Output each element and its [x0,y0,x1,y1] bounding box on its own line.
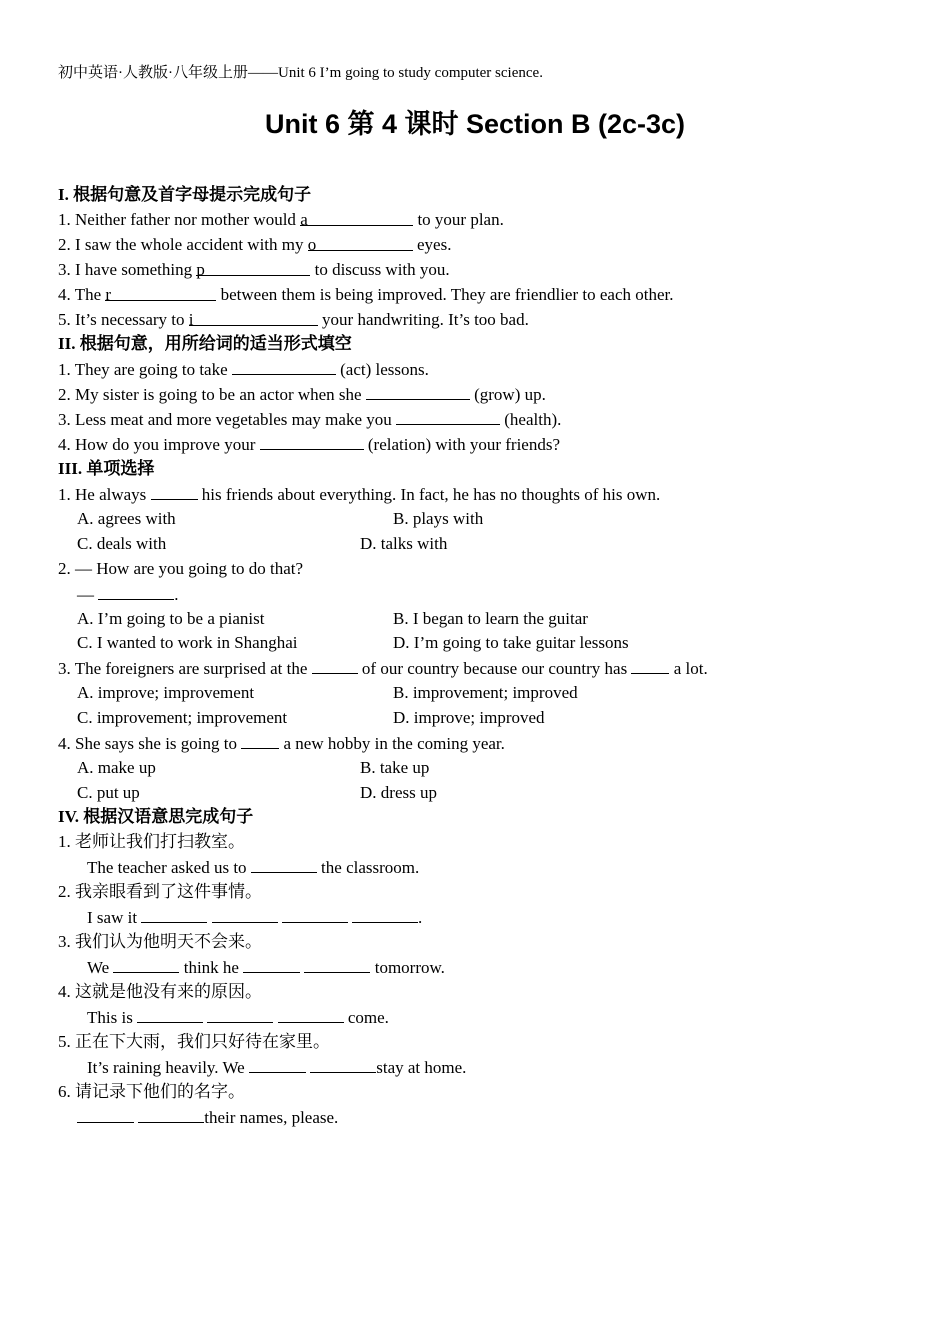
s1-question-3: 3. I have something p to discuss with you. [58,260,450,279]
s3-question-4: 4. She says she is going to a new hobby in the coming year. [58,734,505,753]
s1-question-1: 1. Neither father nor mother would a to your plan. [58,210,504,229]
s3-q1-option-a: A. agrees with [77,509,176,528]
section-1-heading: I. 根据句意及首字母提示完成句子 [58,185,312,204]
s4-q4-chinese: 4. 这就是他没有来的原因。 [58,982,262,1001]
s3-q4-option-d: D. dress up [360,783,437,802]
s3-q2-option-b: B. I began to learn the guitar [393,609,588,628]
s2-question-1: 1. They are going to take (act) lessons. [58,360,429,379]
s3-q3-option-d: D. improve; improved [393,708,545,727]
s3-q1-option-d: D. talks with [360,534,448,553]
s3-q2-option-c: C. I wanted to work in Shanghai [77,633,298,652]
s4-q1-chinese: 1. 老师让我们打扫教室。 [58,832,245,851]
s3-question-2: 2. — How are you going to do that? [58,559,304,578]
s4-q6-chinese: 6. 请记录下他们的名字。 [58,1082,245,1101]
s2-question-2: 2. My sister is going to be an actor when she (grow) up. [58,385,546,404]
s1-question-5: 5. It’s necessary to i your handwriting. It’s too bad. [58,310,529,329]
s3-q2-option-d: D. I’m going to take guitar lessons [393,633,629,652]
s1-question-2: 2. I saw the whole accident with my o eyes. [58,235,452,254]
s3-q1-option-c: C. deals with [77,534,167,553]
s4-q4-english: This is come. [87,1008,389,1027]
s3-q3-option-b: B. improvement; improved [393,683,578,702]
s1-question-4: 4. The r between them is being improved. They are friendlier to each other. [58,285,674,304]
section-2-heading: II. 根据句意，用所给词的适当形式填空 [58,334,352,353]
s4-q1-english: The teacher asked us to the classroom. [87,858,420,877]
s3-q4-option-a: A. make up [77,758,156,777]
s3-q3-option-c: C. improvement; improvement [77,708,288,727]
s3-q1-option-b: B. plays with [393,509,484,528]
s4-q5-chinese: 5. 正在下大雨，我们只好待在家里。 [58,1032,330,1051]
s3-q4-option-b: B. take up [360,758,430,777]
s3-q3-option-a: A. improve; improvement [77,683,255,702]
s4-q6-english: their names, please. [77,1106,338,1129]
s3-q2-option-a: A. I’m going to be a pianist [77,609,265,628]
section-3-heading: III. 单项选择 [58,459,155,478]
page-title: Unit 6 第 4 课时 Section B (2c-3c) [264,109,686,139]
s3-q2-answer-line: — . [77,585,179,604]
s4-q2-english: I saw it . [87,908,423,927]
s4-q3-english: We think he tomorrow. [87,958,445,977]
s3-q4-option-c: C. put up [77,783,140,802]
s4-q5-english: It’s raining heavily. We stay at home. [87,1058,467,1077]
s4-q2-chinese: 2. 我亲眼看到了这件事情。 [58,882,262,901]
s2-question-3: 3. Less meat and more vegetables may make you (health). [58,410,562,429]
s3-question-3: 3. The foreigners are surprised at the of our country because our country has a lot. [58,659,708,678]
s4-q3-chinese: 3. 我们认为他明天不会来。 [58,932,262,951]
s3-question-1: 1. He always his friends about everything. In fact, he has no thoughts of his own. [58,485,661,504]
s2-question-4: 4. How do you improve your (relation) with your friends? [58,435,561,454]
page-header: 初中英语·人教版·八年级上册——Unit 6 I’m going to study computer science. [58,65,543,81]
section-4-heading: IV. 根据汉语意思完成句子 [58,807,254,826]
